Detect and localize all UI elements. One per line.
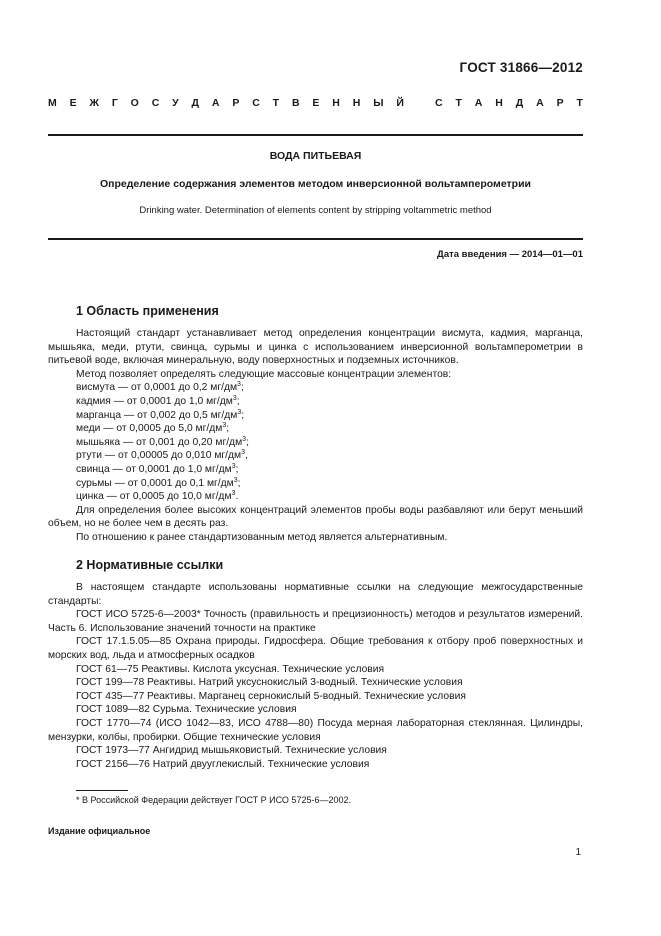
paragraph: Настоящий стандарт устанавливает метод определения концентрации висмута, кадмия, марганца, мышьяка, меди, ртути, свинца, сурьмы и цинка с использованием инверсионной вольтамперометрии в питьевой воде, включая минеральную, воду поверхностных и подземных источников.	[48, 328, 583, 367]
standard-word	[435, 97, 583, 109]
reference-item: ГОСТ 2156—76 Натрий двууглекислый. Технические условия	[76, 758, 370, 770]
reference-item: ГОСТ 1089—82 Сурьма. Технические условия	[76, 704, 297, 716]
banner-letter: Р	[232, 97, 240, 109]
banner-letter: Г	[111, 97, 118, 109]
page-number: 1	[575, 847, 581, 858]
section-heading-references: 2 Нормативные ссылки	[76, 558, 224, 572]
list-item: свинца — от 0,0001 до 1,0 $мг/дм^3$;	[76, 462, 239, 475]
reference-item: ГОСТ 1973—77 Ангидрид мышьяковистый. Технические условия	[76, 745, 387, 757]
reference-list	[48, 608, 583, 771]
banner-letter: М	[48, 97, 57, 109]
list-item: мышьяка — от 0,001 до 0,20 $мг/дм^3$;	[76, 435, 249, 448]
banner-letter: О	[130, 97, 139, 109]
banner-letter: Е	[69, 97, 77, 109]
list-item: меди — от 0,0005 до 5,0 $мг/дм^3$;	[76, 422, 230, 435]
reference-item: ГОСТ 199—78 Реактивы. Натрий уксуснокислый 3-водный. Технические условия	[76, 677, 463, 689]
paragraph: Для определения более высоких концентраций элементов пробы воды разбавляют или берут меньший объем, но не более чем в десять раз.	[48, 504, 583, 530]
paragraph: В настоящем стандарте использованы нормативные ссылки на следующие межгосударственные стандарты:	[48, 582, 583, 607]
banner-letter: Н	[352, 97, 361, 109]
banner-letter: Е	[312, 97, 320, 109]
english-title: Drinking water. Determination of elements content by stripping voltammetric method	[139, 205, 492, 216]
paragraph: По отношению к ранее стандартизованным метод является альтернативным.	[76, 531, 448, 543]
reference-item: ГОСТ 17.1.5.05—85 Охрана природы. Гидросфера. Общие требования к отбору проб поверхностных и морских вод, льда и атмосферных осадков	[48, 636, 583, 661]
list-item: висмута — от 0,0001 до 0,2 $мг/дм^3$;	[76, 381, 244, 394]
reference-item: ГОСТ 61—75 Реактивы. Кислота уксусная. Технические условия	[76, 663, 385, 675]
document-subtitle: Определение содержания элементов методом инверсионной вольтамперометрии	[100, 178, 531, 190]
banner-letter: Ж	[89, 97, 99, 109]
interstate-word	[48, 97, 404, 109]
official-edition-label: Издание официальное	[48, 826, 151, 836]
footnote: * В Российской Федерации действует ГОСТ Р ИСО 5725-6—2002.	[76, 795, 351, 805]
banner-letter: А	[536, 97, 544, 109]
document-title: ВОДА ПИТЬЕВАЯ	[269, 150, 362, 162]
section-heading-scope: 1 Область применения	[76, 304, 219, 318]
standard-code: ГОСТ 31866—2012	[459, 60, 583, 75]
list-item: марганца — от 0,002 до 0,5 $мг/дм^3$;	[76, 408, 245, 421]
footnote-rule	[76, 790, 128, 791]
reference-item: ГОСТ 435—77 Реактивы. Марганец сернокислый 5-водный. Технические условия	[76, 690, 466, 702]
paragraph: Метод позволяет определять следующие массовые концентрации элементов:	[76, 368, 452, 380]
list-item: сурьмы — от 0,0001 до 0,1 $мг/дм^3$;	[76, 476, 241, 489]
header-rule	[48, 134, 583, 136]
banner-letter: С	[252, 97, 260, 109]
reference-item: ГОСТ 1770—74 (ИСО 1042—83, ИСО 4788—80) Посуда мерная лабораторная стеклянная. Цилиндры, мензурки, колбы, пробирки. Общие технические условия	[48, 717, 583, 743]
banner-letter: Р	[556, 97, 564, 109]
interstate-standard-banner	[48, 97, 583, 109]
banner-letter: С	[435, 97, 443, 109]
banner-letter: С	[151, 97, 160, 109]
banner-letter: Д	[515, 97, 524, 109]
banner-letter: Н	[332, 97, 340, 109]
banner-letter: Т	[455, 97, 462, 109]
banner-letter: В	[291, 97, 300, 109]
section-references-body	[48, 581, 583, 771]
element-concentration-list	[48, 381, 583, 503]
banner-letter: Й	[396, 97, 404, 109]
banner-letter: Т	[272, 97, 280, 109]
list-item: цинка — от 0,0005 до 10,0 $мг/дм^3$.	[76, 490, 239, 503]
list-item: кадмия — от 0,0001 до 1,0 $мг/дм^3$;	[76, 394, 240, 407]
banner-letter: Т	[576, 97, 583, 109]
banner-letter: А	[474, 97, 483, 109]
introduction-date: Дата введения — 2014—01—01	[437, 249, 583, 260]
banner-letter: Н	[495, 97, 503, 109]
section-scope-body	[48, 327, 583, 545]
reference-item: ГОСТ ИСО 5725-6—2003* Точность (правильность и прецизионность) методов и результатов измерений. Часть 6. Использование значений точности на практике	[48, 609, 583, 634]
banner-letter: Д	[191, 97, 200, 109]
banner-letter: А	[211, 97, 220, 109]
list-item: ртути — от 0,00005 до 0,010 $мг/дм^3$,	[76, 449, 248, 462]
banner-letter: Ы	[373, 97, 384, 109]
banner-letter: У	[172, 97, 179, 109]
title-rule	[48, 238, 583, 240]
